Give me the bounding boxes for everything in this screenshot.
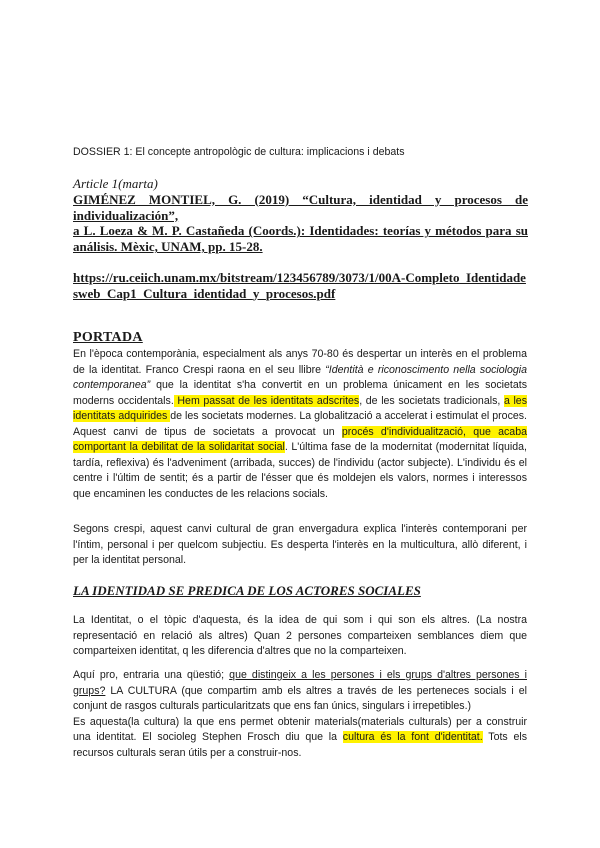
text-run: Tots els recursos culturals seran útils per a construir-nos. — [73, 731, 528, 759]
text-run: En l'època contemporània, especialment als anys 70-80 és despertar un interès en el problema de la identitat. Franco Crespi raona en el seu llibre — [73, 348, 527, 376]
text-run: . L'última fase de la modernitat (modernitat líquida, tardía, reflexiva) és l'adveniment (arribada, succes) de l'individu (actor subjecte). L'individu és el centre i l'últim de sentit; és a partir de l'ésser que és moldejen els valors, normes i interessos que encaminen les conductes de les relacions socials. — [73, 441, 527, 500]
section-heading-identidad: LA IDENTIDAD SE PREDICA DE LOS ACTORES SOCIALES — [73, 583, 421, 598]
article-label: Article 1(marta) — [73, 176, 158, 191]
dossier-title: DOSSIER 1: El concepte antropològic de cultura: implicacions i debats — [73, 146, 405, 158]
book-title: “Identità e riconoscimento nella sociologia contemporanea” — [73, 363, 528, 391]
paragraph-crespi: Segons crespi, aquest canvi cultural de gran envergadura explica l'interès contemporani per l'íntim, personal i per quelcom subjectiu. Es desperta l'interès en la multicultura, allò diferent, i per la identitat personal. — [73, 523, 527, 566]
paragraph-identitat: La Identitat, o el tòpic d'aquesta, és la idea de qui som i qui son els altres. (La nostra representació en relació als altres) Quan 2 persones comparteixen semblances diem que comparteixen identitat, q les diferencia d'altres que no la comparteixen. — [73, 614, 527, 657]
text-run: Es aquesta(la cultura) la que ens permet obtenir materials(materials culturals) per a construir una identitat. El socioleg Stephen Frosch diu que la — [73, 715, 527, 743]
paragraph-cultura — [73, 668, 527, 761]
text-run: LA CULTURA (que compartim amb els altres a través de les perteneces socials i el conjunt de rasgos culturals particularitzats que ens fan únics, singulars i irrepetibles.) — [73, 684, 527, 712]
citation-link[interactable]: https://ru.ceiich.unam.mx/bitstream/123456789/3073/1/00A-Completo_Identidadesweb_Cap1_Cultura_identidad_y_procesos.pdf — [73, 269, 526, 301]
highlighted-text: Hem passat de les identitats adscrites — [173, 394, 360, 407]
section-heading-portada: PORTADA — [73, 330, 143, 345]
text-run: de les societats modernes. La globalització a accelerat i estimulat el proces. Aquest canvi de tipus de societats a provocat un — [73, 410, 527, 438]
text-run: , de les societats tradicionals, — [359, 394, 504, 407]
text-run: Aquí pro, entraria una qüestió; — [73, 669, 230, 681]
highlighted-text: a les identitats adquirides — [73, 394, 527, 422]
highlighted-text: cultura és la font d'identitat. — [342, 731, 483, 743]
highlighted-text: procés d'individualització, que acaba comportant la debilitat de la solidaritat social — [73, 425, 527, 453]
underlined-question: que distingeix a les persones i els grups d'altres persones i grups? — [73, 669, 528, 697]
paragraph-intro — [73, 347, 527, 502]
bibliography-block — [73, 176, 528, 302]
citation-author-title: GIMÉNEZ MONTIEL, G. (2019) “Cultura, identidad y procesos de individualización”, — [73, 191, 528, 223]
text-run: que la identitat s'ha convertit en un problema únicament en les societats moderns occidentals. — [73, 379, 527, 407]
citation-source: a L. Loeza & M. P. Castañeda (Coords.): Identidades: teorías y métodos para su análisis. Mèxic, UNAM, pp. 15-28. — [73, 223, 528, 255]
